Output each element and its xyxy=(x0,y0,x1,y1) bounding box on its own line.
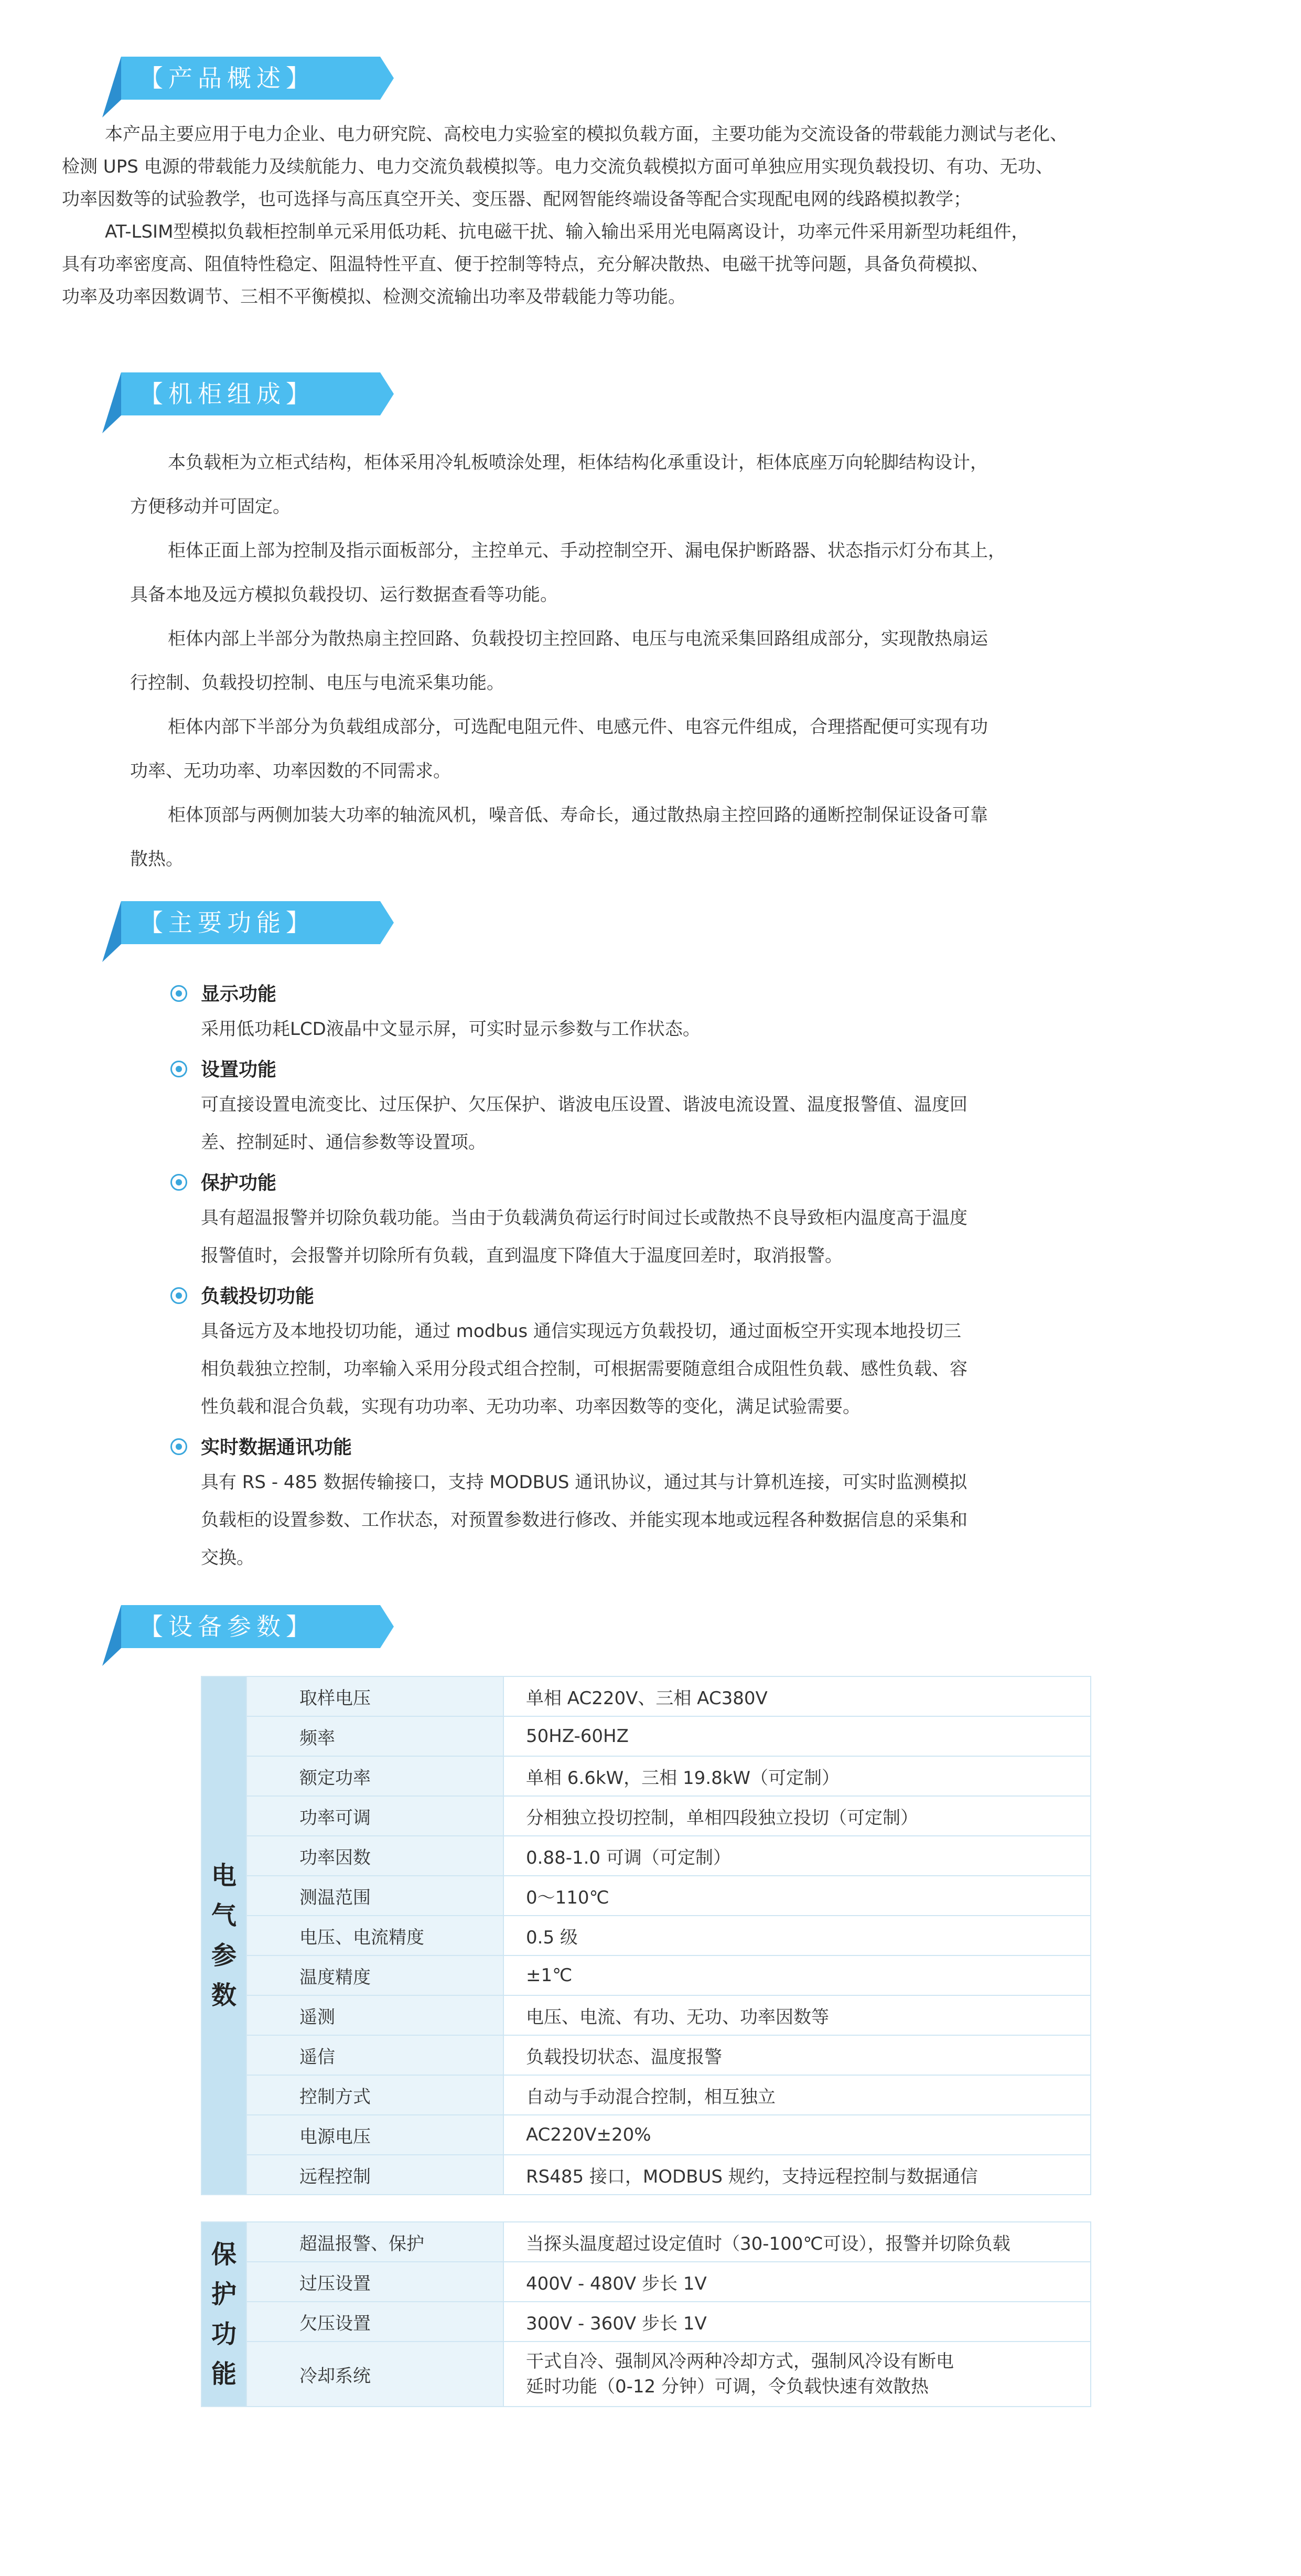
feature-title: 设置功能 xyxy=(201,1059,277,1081)
feature-title: 实时数据通讯功能 xyxy=(201,1437,352,1458)
electrical-params-table xyxy=(201,1676,1091,2195)
section-title: 【主要功能】 xyxy=(139,908,315,937)
feature-line: 采用低功耗LCD液晶中文显示屏，可实时显示参数与工作状态。 xyxy=(201,1019,701,1040)
overview-line: 检测 UPS 电源的带载能力及续航能力、电力交流负载模拟等。电力交流负载模拟方面可单独应用实现负载投切、有功、无功、 xyxy=(62,156,1053,177)
section-banner-params xyxy=(102,1605,396,1666)
feature-line: 交换。 xyxy=(201,1547,254,1568)
group-char: 能 xyxy=(211,2359,236,2389)
param-value: 电压、电流、有功、无功、功率因数等 xyxy=(503,1995,1091,2035)
feature-line: 具有超温报警并切除负载功能。当由于负载满负荷运行时间过长或散热不良导致柜内温度高于温度 xyxy=(201,1207,967,1228)
param-label: 远程控制 xyxy=(246,2155,503,2195)
param-value: 单相 6.6kW，三相 19.8kW（可定制） xyxy=(503,1756,1091,1796)
overview-line: 本产品主要应用于电力企业、电力研究院、高校电力实验室的模拟负载方面，主要功能为交流设备的带载能力测试与老化、 xyxy=(105,124,1068,145)
cabinet-line: 散热。 xyxy=(130,849,184,870)
param-label: 欠压设置 xyxy=(246,2302,503,2342)
param-value: AC220V±20% xyxy=(503,2115,1091,2155)
cabinet-line: 柜体顶部与两侧加装大功率的轴流风机，噪音低、寿命长，通过散热扇主控回路的通断控制保证设备可靠 xyxy=(168,805,988,826)
cabinet-line: 柜体内部下半部分为负载组成部分，可选配电阻元件、电感元件、电容元件组成，合理搭配便可实现有功 xyxy=(168,717,988,737)
cabinet-line: 柜体内部上半部分为散热扇主控回路、负载投切主控回路、电压与电流采集回路组成部分，实现散热扇运 xyxy=(168,628,988,649)
feature-line: 差、控制延时、通信参数等设置项。 xyxy=(201,1132,486,1153)
param-value-multiline xyxy=(503,2342,1091,2407)
bullet-icon xyxy=(170,1061,187,1077)
param-label: 测温范围 xyxy=(246,1876,503,1916)
param-label: 温度精度 xyxy=(246,1955,503,1995)
section-banner-overview xyxy=(102,57,396,117)
param-label: 遥测 xyxy=(246,1995,503,2035)
param-value: 单相 AC220V、三相 AC380V xyxy=(503,1676,1091,1716)
cabinet-line: 功率、无功功率、功率因数的不同需求。 xyxy=(130,761,451,782)
overview-line: AT-LSIM型模拟负载柜控制单元采用低功耗、抗电磁干扰、输入输出采用光电隔离设计，功率元件采用新型功耗组件， xyxy=(105,221,1029,242)
param-value: 0.5 级 xyxy=(503,1916,1091,1955)
overview-line: 具有功率密度高、阻值特性稳定、阻温特性平直、便于控制等特点，充分解决散热、电磁干扰等问题，具备负荷模拟、 xyxy=(62,254,989,275)
section-banner-functions xyxy=(102,901,396,962)
param-label: 功率可调 xyxy=(246,1796,503,1836)
param-label: 频率 xyxy=(246,1716,503,1756)
feature-title: 保护功能 xyxy=(201,1172,277,1194)
param-label: 功率因数 xyxy=(246,1836,503,1876)
param-label: 过压设置 xyxy=(246,2262,503,2302)
bullet-icon xyxy=(170,985,187,1002)
feature-communication xyxy=(170,1432,967,1577)
param-value: RS485 接口，MODBUS 规约，支持远程控制与数据通信 xyxy=(503,2155,1091,2195)
group-char: 数 xyxy=(211,1981,236,2010)
param-value: 50HZ-60HZ xyxy=(503,1716,1091,1756)
param-label: 电源电压 xyxy=(246,2115,503,2155)
feature-protection xyxy=(170,1168,967,1275)
param-value: 延时功能（0-12 分钟）可调，令负载快速有效散热 xyxy=(526,2376,929,2397)
cabinet-line: 柜体正面上部为控制及指示面板部分，主控单元、手动控制空开、漏电保护断路器、状态指示灯分布其上， xyxy=(168,540,1006,561)
param-value: 0.88-1.0 可调（可定制） xyxy=(503,1836,1091,1876)
cabinet-line: 本负载柜为立柜式结构，柜体采用冷轧板喷涂处理，柜体结构化承重设计，柜体底座万向轮脚结构设计， xyxy=(168,452,988,473)
bullet-icon xyxy=(170,1174,187,1191)
section-banner-cabinet xyxy=(102,372,396,433)
protection-params-table xyxy=(201,2221,1091,2407)
feature-title: 显示功能 xyxy=(201,984,277,1005)
overview-line: 功率因数等的试验教学，也可选择与高压真空开关、变压器、配网智能终端设备等配合实现配电网的线路模拟教学； xyxy=(62,189,971,210)
group-char: 护 xyxy=(211,2280,236,2309)
group-char: 保 xyxy=(211,2240,236,2269)
param-value: 自动与手动混合控制，相互独立 xyxy=(503,2075,1091,2115)
param-label: 电压、电流精度 xyxy=(246,1916,503,1955)
param-value: 0～110℃ xyxy=(503,1876,1091,1916)
bullet-icon xyxy=(170,1438,187,1455)
param-value: 400V - 480V 步长 1V xyxy=(503,2262,1091,2302)
param-label: 遥信 xyxy=(246,2035,503,2075)
param-value: 分相独立投切控制，单相四段独立投切（可定制） xyxy=(503,1796,1091,1836)
feature-line: 负载柜的设置参数、工作状态，对预置参数进行修改、并能实现本地或远程各种数据信息的采集和 xyxy=(201,1510,967,1531)
feature-line: 相负载独立控制，功率输入采用分段式组合控制，可根据需要随意组合成阻性负载、感性负载、容 xyxy=(201,1359,967,1380)
feature-load-switching xyxy=(170,1281,967,1426)
param-label: 额定功率 xyxy=(246,1756,503,1796)
feature-display xyxy=(170,979,701,1048)
param-value: 300V - 360V 步长 1V xyxy=(503,2302,1091,2342)
cabinet-line: 行控制、负载投切控制、电压与电流采集功能。 xyxy=(130,672,504,693)
param-value: ±1℃ xyxy=(503,1955,1091,1995)
group-char: 参 xyxy=(211,1941,236,1970)
section-title: 【机柜组成】 xyxy=(139,380,315,408)
param-value: 干式自冷、强制风冷两种冷却方式，强制风冷设有断电 xyxy=(526,2351,954,2372)
param-value: 负载投切状态、温度报警 xyxy=(503,2035,1091,2075)
feature-line: 报警值时，会报警并切除所有负载，直到温度下降值大于温度回差时，取消报警。 xyxy=(201,1245,843,1266)
param-label: 取样电压 xyxy=(246,1676,503,1716)
feature-line: 具备远方及本地投切功能，通过 modbus 通信实现远方负载投切，通过面板空开实现本地投切三 xyxy=(201,1321,961,1342)
param-label: 冷却系统 xyxy=(246,2342,503,2407)
group-char: 电 xyxy=(211,1861,236,1890)
feature-line: 具有 RS - 485 数据传输接口，支持 MODBUS 通讯协议，通过其与计算机连接，可实时监测模拟 xyxy=(201,1472,967,1493)
param-label: 超温报警、保护 xyxy=(246,2222,503,2262)
group-label-protection xyxy=(201,2222,246,2407)
section-title: 【设备参数】 xyxy=(139,1612,315,1641)
overview-line: 功率及功率因数调节、三相不平衡模拟、检测交流输出功率及带载能力等功能。 xyxy=(62,286,686,307)
bullet-icon xyxy=(170,1287,187,1304)
cabinet-line: 方便移动并可固定。 xyxy=(130,496,291,517)
group-label-electrical xyxy=(201,1676,246,2195)
param-value: 当探头温度超过设定值时（30-100℃可设），报警并切除负载 xyxy=(503,2222,1091,2262)
group-char: 功 xyxy=(211,2320,236,2349)
param-label: 控制方式 xyxy=(246,2075,503,2115)
feature-line: 可直接设置电流变比、过压保护、欠压保护、谐波电压设置、谐波电流设置、温度报警值、温度回 xyxy=(201,1094,967,1115)
feature-line: 性负载和混合负载，实现有功功率、无功功率、功率因数等的变化，满足试验需要。 xyxy=(201,1396,861,1417)
cabinet-line: 具备本地及远方模拟负载投切、运行数据查看等功能。 xyxy=(130,584,558,605)
section-title: 【产品概述】 xyxy=(139,64,315,92)
feature-settings xyxy=(170,1054,967,1161)
feature-title: 负载投切功能 xyxy=(201,1286,315,1307)
group-char: 气 xyxy=(211,1901,236,1930)
